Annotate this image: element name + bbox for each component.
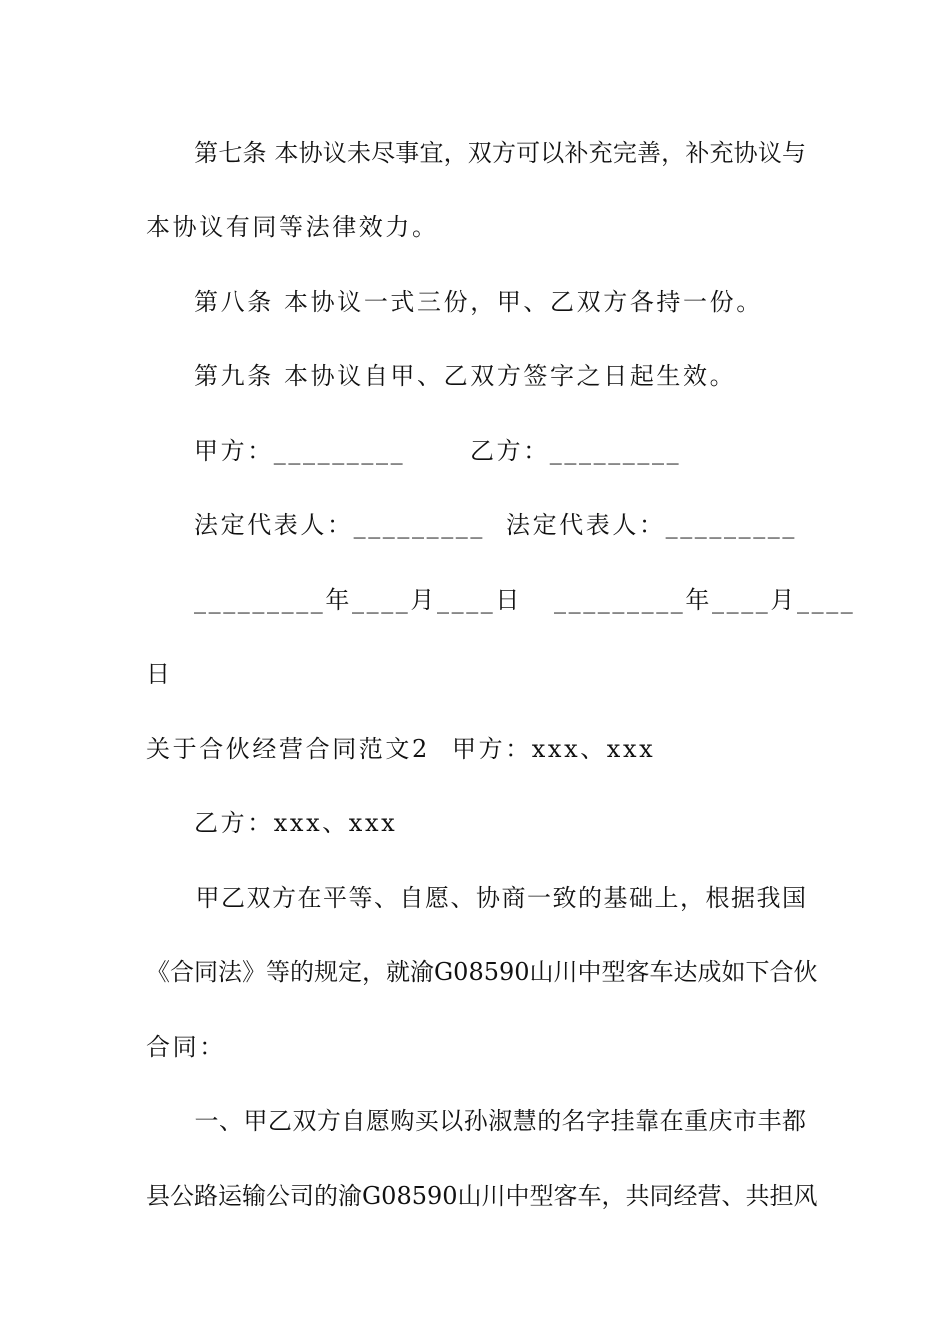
section-title: 关于合伙经营合同范文2 <box>146 735 430 763</box>
article-7-line-1 <box>146 138 806 168</box>
party-b-signature: 乙方：_________ <box>470 437 682 465</box>
article-9: 第九条 本协议自甲、乙双方签字之日起生效。 <box>194 362 737 390</box>
clause-1-line-2: 县公路运输公司的渝G08590山川中型客车，共同经营、共担风 <box>146 1182 818 1210</box>
party-b-names: 乙方：xxx、xxx <box>194 809 398 837</box>
party-a-signature: 甲方：_________ <box>194 437 406 465</box>
preamble-line-1 <box>146 883 806 913</box>
article-8: 第八条 本协议一式三份，甲、乙双方各持一份。 <box>194 288 763 316</box>
party-a-names: 甲方：xxx、xxx <box>452 735 656 763</box>
party-a-date: _________年____月____日 <box>194 586 522 614</box>
party-b-date: _________年____月____ <box>554 586 856 614</box>
preamble-line-2: 《合同法》等的规定，就渝G08590山川中型客车达成如下合伙 <box>146 958 818 986</box>
party-b-date-day: 日 <box>146 660 173 688</box>
clause-1-text-1: 一、甲乙双方自愿购买以孙淑慧的名字挂靠在重庆市丰都 <box>194 1107 806 1135</box>
article-7-text-1: 第七条 本协议未尽事宜，双方可以补充完善，补充协议与 <box>194 139 806 167</box>
article-7-line-2: 本协议有同等法律效力。 <box>146 213 439 241</box>
party-a-legal-rep: 法定代表人：_________ <box>194 511 485 539</box>
preamble-line-3: 合同： <box>146 1033 226 1061</box>
preamble-text-1: 甲乙双方在平等、自愿、协商一致的基础上，根据我国 <box>194 884 806 912</box>
clause-1-line-1 <box>146 1106 806 1136</box>
party-b-legal-rep: 法定代表人：_________ <box>506 511 797 539</box>
